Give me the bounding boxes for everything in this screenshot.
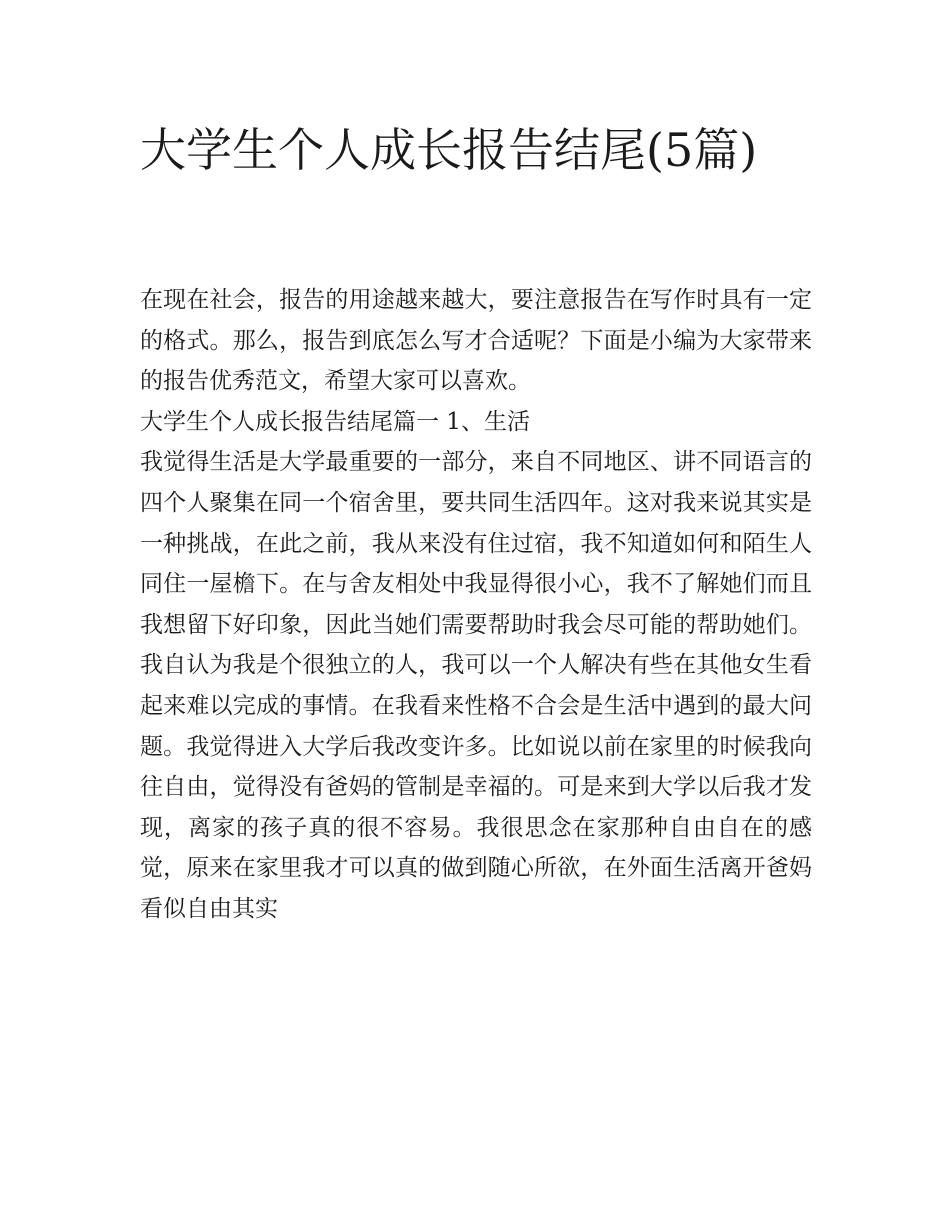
document-body [140,280,812,930]
intro-paragraph: 在现在社会，报告的用途越来越大，要注意报告在写作时具有一定的格式。那么，报告到底怎么写才合适呢？下面是小编为大家带来的报告优秀范文，希望大家可以喜欢。 [140,287,812,395]
document-title: 大学生个人成长报告结尾(5篇) [140,123,758,177]
body-paragraph: 我觉得生活是大学最重要的一部分，来自不同地区、讲不同语言的四个人聚集在同一个宿舍里，要共同生活四年。这对我来说其实是一种挑战，在此之前，我从来没有住过宿，我不知道如何和陌生人同住一屋檐下。在与舍友相处中我显得很小心，我不了解她们而且我想留下好印象，因此当她们需要帮助时我会尽可能的帮助她们。我自认为我是个很独立的人，我可以一个人解决有些在其他女生看起来难以完成的事情。在我看来性格不合会是生活中遇到的最大问题。我觉得进入大学后我改变许多。比如说以前在家里的时候我向往自由，觉得没有爸妈的管制是幸福的。可是来到大学以后我才发现，离家的孩子真的很不容易。我很思念在家那种自由自在的感觉，原来在家里我才可以真的做到随心所欲，在外面生活离开爸妈看似自由其实 [140,449,812,922]
section-heading: 大学生个人成长报告结尾篇一 1、生活 [140,408,530,435]
